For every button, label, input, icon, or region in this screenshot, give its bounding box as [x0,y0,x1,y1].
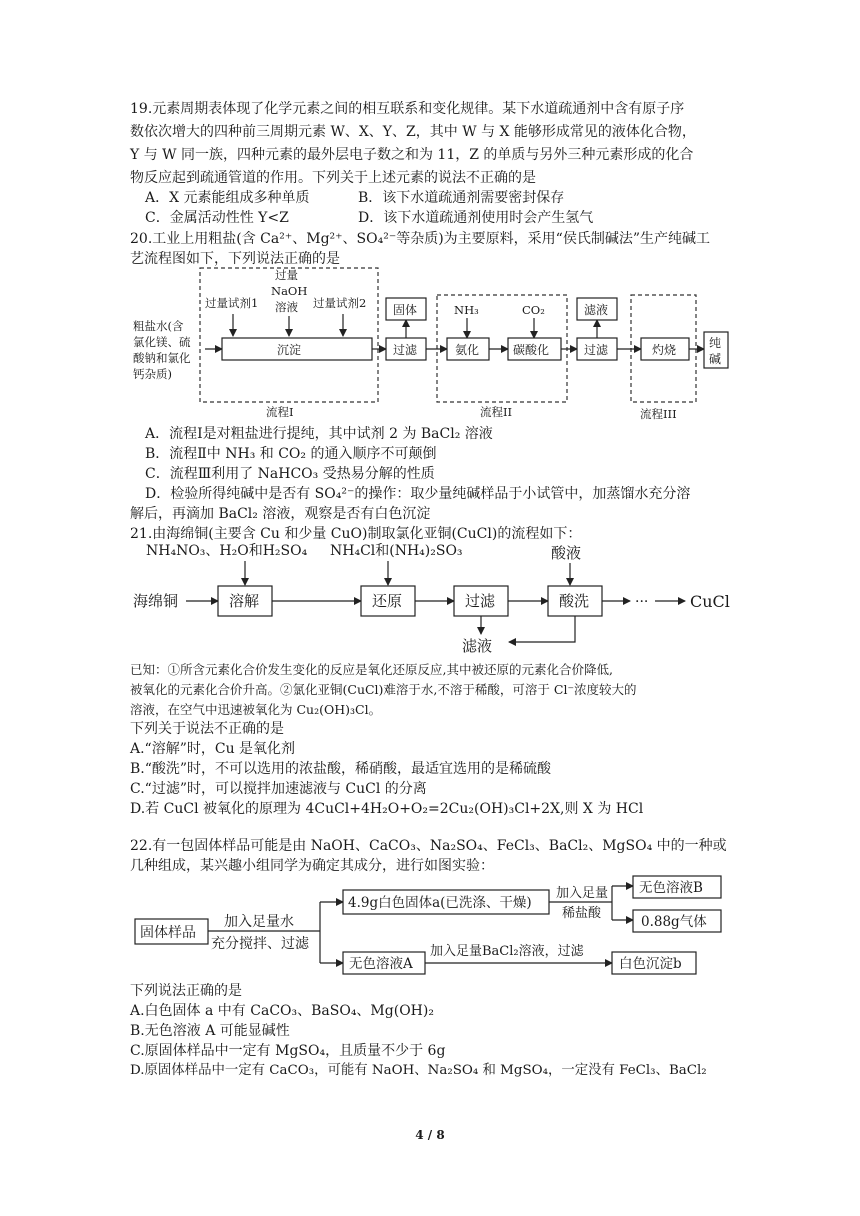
acid-wash-label: 酸洗 [559,592,590,610]
filtrate-label: 滤液 [584,303,609,317]
q21-known-2: 被氧化的元素化合价升高。②氯化亚铜(CuCl)难溶于水,不溶于稀酸，可溶于 Cl⁻浓度较大的 [130,682,637,697]
co2-label: CO₂ [522,303,545,317]
q20-option-c: C．流程Ⅲ利用了 NaHCO₃ 受热易分解的性质 [145,466,435,482]
flow2-label: 流程II [480,405,513,419]
step1-top-label: 加入足量水 [224,914,294,930]
solid-a-label: 4.9g白色固体a(已洗涤、干燥) [348,895,532,911]
ammoniate-label: 氨化 [455,343,480,357]
q20-line-1: 20.工业上用粗盐(含 Ca²⁺、Mg²⁺、SO₄²⁻等杂质)为主要原料，采用“侯氏制碱法”生产纯碱工 [130,231,710,247]
carbonate-label: 碳酸化 [513,343,550,357]
sponge-copper-label: 海绵铜 [133,592,179,610]
q21-known-3: 溶液，在空气中迅速被氧化为 Cu₂(OH)₃Cl。 [130,702,382,717]
q22-option-b: B.无色溶液 A 可能显碱性 [130,1023,290,1039]
precipitate-label: 沉淀 [277,343,302,357]
nh3-label: NH₃ [454,303,479,317]
precip-b-label: 白色沉淀b [619,956,682,972]
q21-line-1: 21.由海绵铜(主要含 Cu 和少量 CuO)制取氯化亚铜(CuCl)的流程如下： [130,526,582,542]
q19-line-2: 数依次增大的四种前三周期元素 W、X、Y、Z，其中 W 与 X 能够形成常见的液体化合物， [130,124,696,140]
q19-line-3: Y 与 W 同一族，四种元素的最外层电子数之和为 11，Z 的单质与另外三种元素形成的化合 [130,147,694,163]
solution-a-label: 无色溶液A [349,956,413,972]
raw-material-label: 酸钠和氯化 [133,351,191,365]
gas-label: 0.88g气体 [641,914,707,930]
reagent-b-label: NH₄Cl和(NH₄)₂SO₃ [330,543,463,559]
q19-option-a: A．X 元素能组成多种单质 [145,190,310,206]
q19-line-1: 19.元素周期表体现了化学元素之间的相互联系和变化规律。某下水道疏通剂中含有原子序 [130,101,685,117]
step1-bottom-label: 充分搅拌、过滤 [211,936,309,952]
q22-line-1: 22.有一包固体样品可能是由 NaOH、CaCO₃、Na₂SO₄、FeCl₃、BaCl₂、MgSO₄ 中的一种或 [130,838,727,854]
q22-option-c: C.原固体样品中一定有 MgSO₄，且质量不少于 6g [130,1043,446,1059]
page-number: 4 / 8 [415,1128,445,1142]
q21-flow-diagram [0,538,860,658]
q20-option-b: B．流程Ⅱ中 NH₃ 和 CO₂ 的通入顺序不可颠倒 [145,446,437,462]
reagent2-label: 过量试剂2 [313,296,367,310]
q20-line-2: 艺流程图如下，下列说法正确的是 [130,251,340,267]
bacl2-step-label: 加入足量BaCl₂溶液，过滤 [430,944,584,959]
filter1-label: 过滤 [393,343,418,357]
q21-option-a: A.“溶解”时，Cu 是氧化剂 [130,741,296,757]
q20-option-d: D．检验所得纯碱中是否有 SO₄²⁻的操作：取少量纯碱样品于小试管中，加蒸馏水充分溶 [145,486,691,502]
reduce-label: 还原 [372,592,403,610]
q21-option-c: C.“过滤”时，可以搅拌加速滤液与 CuCl 的分离 [130,781,427,797]
q20-option-d-cont: 解后，再滴加 BaCl₂ 溶液，观察是否有白色沉淀 [130,506,431,522]
dissolve-label: 溶解 [229,592,260,610]
q19-line-4: 物反应起到疏通管道的作用。下列关于上述元素的说法不正确的是 [130,170,536,186]
reagent1-label: 过量试剂1 [205,296,259,310]
q19-option-c: C．金属活动性性 Y<Z [145,210,289,226]
filter2-label: 过滤 [584,343,609,357]
raw-material-label: 钙杂质) [133,367,172,381]
q19-option-d: D．该下水道疏通剂使用时会产生氢气 [358,210,594,226]
solid-label: 固体 [393,303,418,317]
acid-label: 酸液 [551,544,582,562]
q22-line-2: 几种组成，某兴趣小组同学为确定其成分，进行如图实验： [130,858,494,874]
arrow [509,616,575,642]
reagent-a-label: NH₄NO₃、H₂O和H₂SO₄ [146,543,308,559]
q19-option-b: B．该下水道疏通剂需要密封保存 [358,190,565,206]
raw-material-label: 粗盐水(含 [133,319,184,333]
sample-label: 固体样品 [140,925,196,941]
calcine-label: 灼烧 [652,343,677,357]
flow3-label: 流程III [640,407,677,421]
q22-experiment-diagram [0,876,860,986]
product-label: 碱 [709,352,722,366]
acid-step-bottom-label: 稀盐酸 [562,906,602,921]
raw-material-label: 氯化镁、硫 [133,335,191,349]
q22-option-d: D.原固体样品中一定有 CaCO₃，可能有 NaOH、Na₂SO₄ 和 MgSO₄，一定没有 FeCl₃、BaCl₂ [130,1063,707,1078]
q21-question: 下列关于说法不正确的是 [130,721,284,737]
filter-label: 过滤 [465,592,496,610]
cucl-product-label: CuCl [690,592,730,611]
q21-known-1: 已知：①所含元素化合价发生变化的反应是氧化还原反应,其中被还原的元素化合价降低, [130,662,613,677]
flow1-label: 流程I [266,405,294,419]
acid-step-top-label: 加入足量 [556,886,609,901]
filtrate-label: 滤液 [462,637,493,655]
q20-flow-diagram [0,262,860,432]
product-label: 纯 [709,336,722,350]
ellipsis-label: ··· [635,594,649,610]
naoh-reagent-label: NaOH [271,284,308,298]
q21-option-d: D.若 CuCl 被氧化的原理为 4CuCl+4H₂O+O₂=2Cu₂(OH)₃Cl+2X,则 X 为 HCl [130,801,644,817]
solution-b-label: 无色溶液B [639,880,703,896]
q21-option-b: B.“酸洗”时，不可以选用的浓盐酸，稀硝酸，最适宜选用的是稀硫酸 [130,761,552,777]
naoh-reagent-label: 溶液 [275,300,298,314]
q22-option-a: A.白色固体 a 中有 CaCO₃、BaSO₄、Mg(OH)₂ [130,1003,434,1019]
naoh-reagent-label: 过量 [275,268,298,282]
q20-option-a: A．流程Ⅰ是对粗盐进行提纯，其中试剂 2 为 BaCl₂ 溶液 [145,426,493,442]
q22-question: 下列说法正确的是 [130,983,242,999]
